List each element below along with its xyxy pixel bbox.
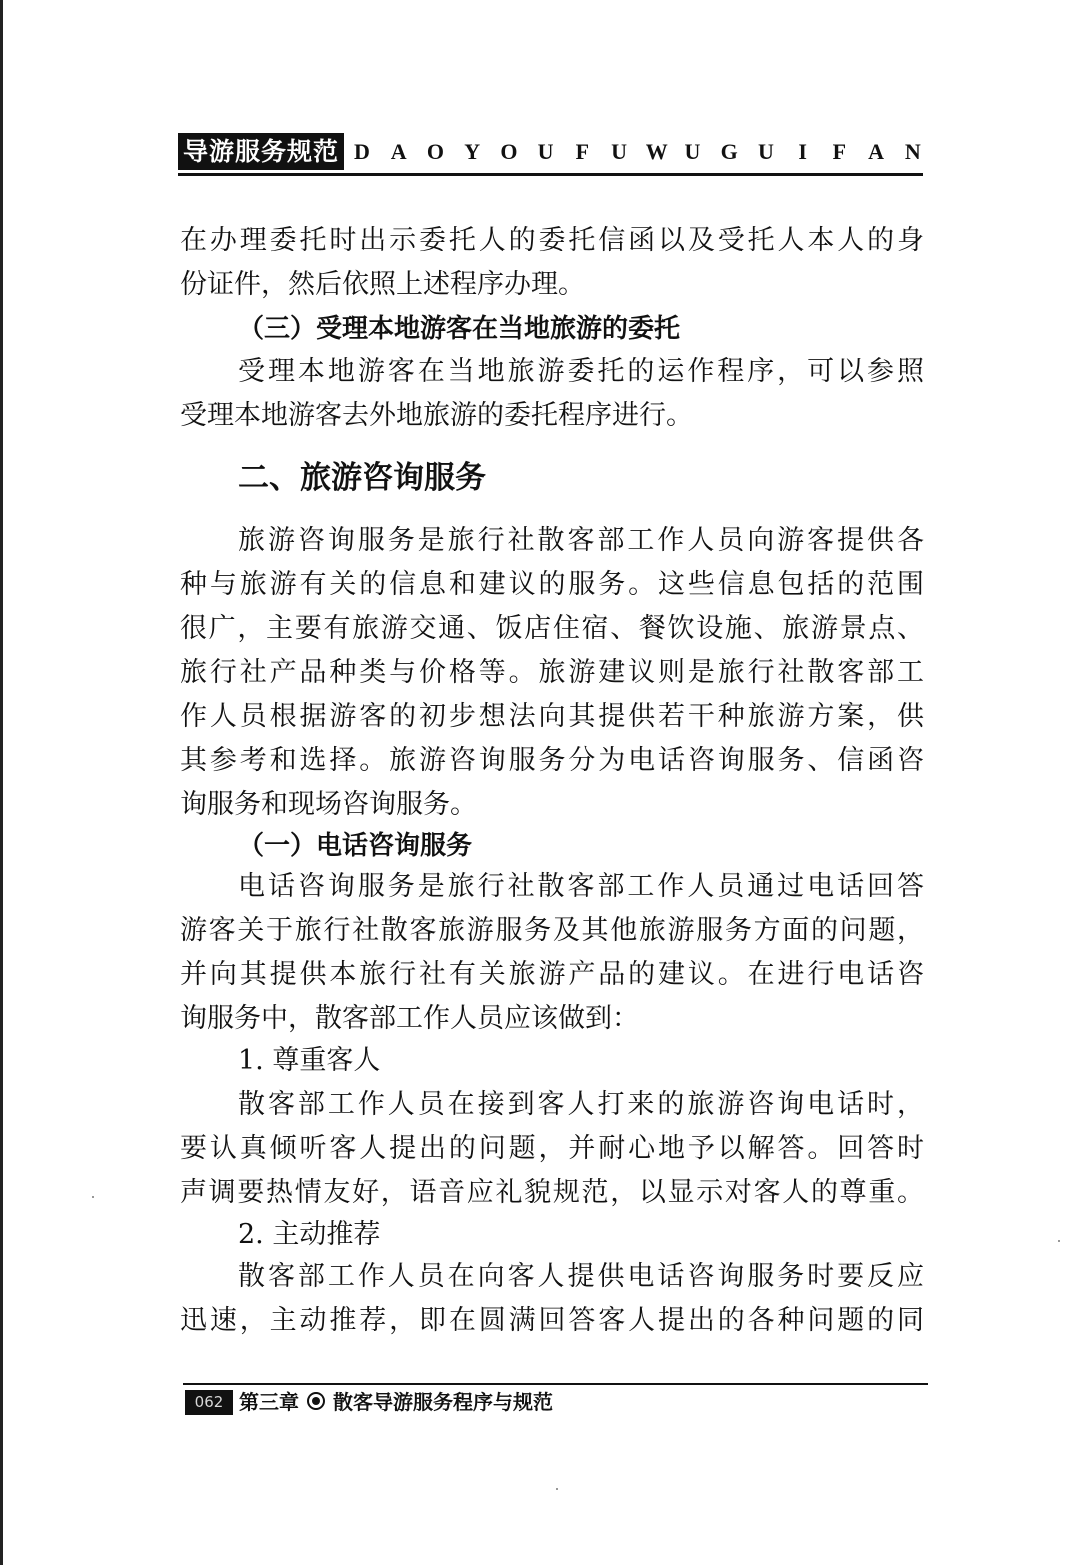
pinyin-letter: F [832, 138, 847, 164]
pinyin-letter: F [575, 138, 590, 164]
paragraph-line: 份证件，然后依照上述程序办理。 [180, 269, 585, 300]
book-title-pinyin [352, 133, 923, 170]
paragraph-line: 声调要热情友好，语音应礼貌规范，以显示对客人的尊重。 [180, 1177, 924, 1208]
pinyin-letter: U [611, 138, 627, 164]
subsection-heading: （一）电话咨询服务 [238, 831, 473, 861]
paragraph-line: 询服务和现场咨询服务。 [180, 789, 477, 820]
paragraph-line: 其参考和选择。旅游咨询服务分为电话咨询服务、信函咨 [180, 745, 924, 776]
chapter-label [239, 1388, 553, 1416]
section-heading: 二、旅游咨询服务 [238, 460, 486, 496]
chapter-title: 散客导游服务程序与规范 [333, 1390, 553, 1414]
paragraph-line: 散客部工作人员在向客人提供电话咨询服务时要反应 [238, 1261, 924, 1292]
paragraph-line: 作人员根据游客的初步想法向其提供若干种旅游方案，供 [180, 701, 924, 732]
running-footer [183, 1383, 928, 1415]
pinyin-letter: A [868, 138, 884, 164]
paragraph-line: 散客部工作人员在接到客人打来的旅游咨询电话时， [238, 1089, 924, 1120]
numbered-heading: 1. 尊重客人 [238, 1045, 381, 1076]
paragraph-line: 受理本地游客去外地旅游的委托程序进行。 [180, 400, 693, 431]
pinyin-letter: N [904, 138, 921, 164]
page-left-edge [0, 0, 3, 1565]
paragraph-line: 很广，主要有旅游交通、饭店住宿、餐饮设施、旅游景点、 [180, 613, 924, 644]
pinyin-letter: O [500, 138, 518, 164]
scan-speck [1058, 1240, 1060, 1242]
paragraph-line: 并向其提供本旅行社有关旅游产品的建议。在进行电话咨 [180, 959, 924, 990]
pinyin-letter: U [757, 138, 774, 164]
book-title-badge: 导游服务规范 [178, 133, 344, 170]
pinyin-letter: G [720, 138, 738, 164]
paragraph-line: 询服务中，散客部工作人员应该做到： [180, 1003, 639, 1034]
paragraph-line: 种与旅游有关的信息和建议的服务。这些信息包括的范围 [180, 569, 924, 600]
pinyin-letter: W [645, 138, 668, 164]
paragraph-line: 旅游咨询服务是旅行社散客部工作人员向游客提供各 [238, 525, 924, 556]
paragraph-line: 要认真倾听客人提出的问题，并耐心地予以解答。回答时 [180, 1133, 924, 1164]
pinyin-letter: U [684, 138, 701, 164]
chapter-number: 第三章 [239, 1390, 299, 1414]
pinyin-letter: D [354, 138, 370, 164]
scan-speck [556, 1488, 558, 1490]
pinyin-letter: Y [464, 138, 481, 164]
pinyin-letter: A [390, 138, 407, 164]
paragraph-line: 在办理委托时出示委托人的委托信函以及受托人本人的身 [180, 225, 924, 256]
page-number: 062 [185, 1390, 233, 1415]
subsection-heading: （三）受理本地游客在当地旅游的委托 [238, 314, 681, 344]
scan-speck [92, 1196, 94, 1198]
running-header [178, 133, 923, 176]
paragraph-line: 游客关于旅行社散客旅游服务及其他旅游服务方面的问题， [180, 915, 924, 946]
pinyin-letter: O [426, 138, 444, 164]
bullet-circle-icon [307, 1392, 325, 1410]
paragraph-line: 电话咨询服务是旅行社散客部工作人员通过电话回答 [238, 871, 924, 902]
paragraph-line: 旅行社产品种类与价格等。旅游建议则是旅行社散客部工 [180, 657, 924, 688]
paragraph-line: 迅速，主动推荐，即在圆满回答客人提出的各种问题的同 [180, 1305, 924, 1336]
paragraph-line: 受理本地游客在当地旅游委托的运作程序，可以参照 [238, 356, 924, 387]
pinyin-letter: U [537, 138, 554, 164]
pinyin-letter: I [798, 138, 807, 164]
numbered-heading: 2. 主动推荐 [238, 1219, 381, 1250]
